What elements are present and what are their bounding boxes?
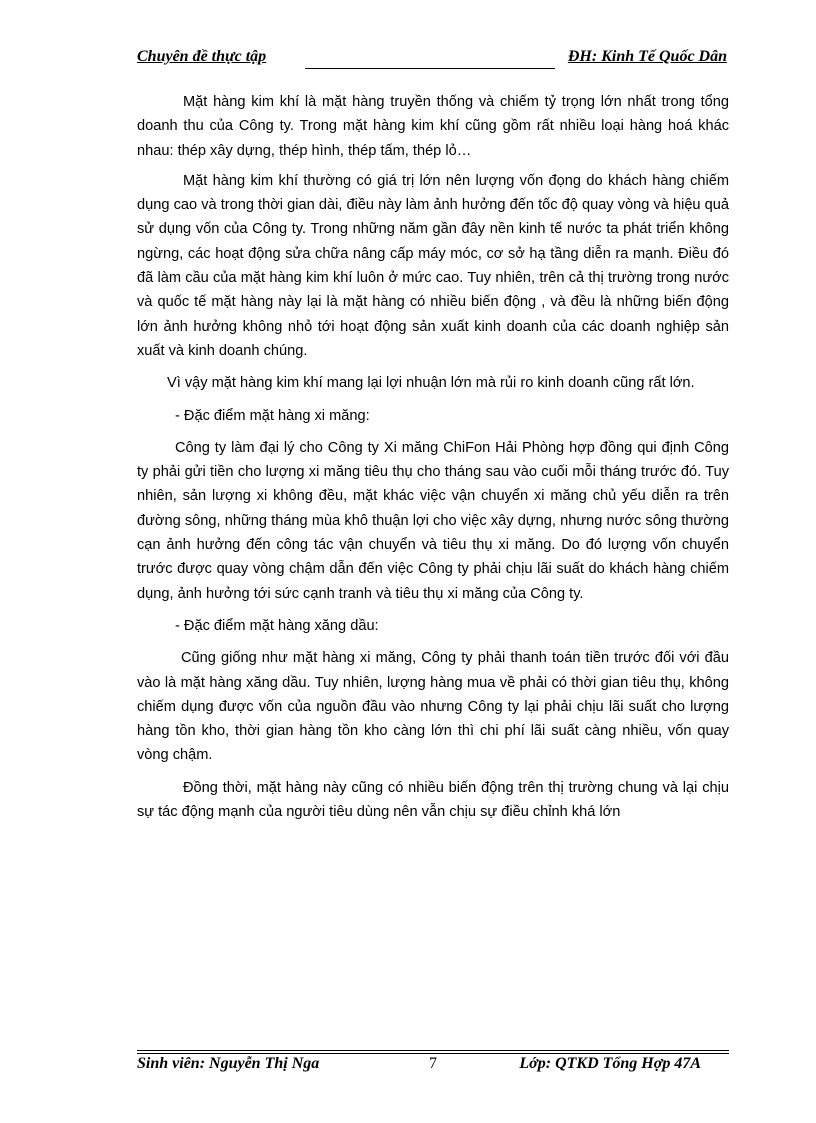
document-body [137, 90, 729, 824]
heading-xi-mang: - Đặc điểm mặt hàng xi măng: [175, 407, 370, 424]
footer-student-name: Sinh viên: Nguyễn Thị Nga [137, 1055, 320, 1072]
footer-rule-top [137, 1050, 729, 1051]
page-number: 7 [429, 1055, 437, 1072]
paragraph-xang-dau: Cũng giống như mặt hàng xi măng, Công ty phải thanh toán tiền trước đối với đầu vào là mặt hàng xăng dầu. Tuy nhiên, lượng hàng mua về phải có thời gian tiêu thụ, không chiếm dụng được vốn của nguồn đầu vào nhưng Công ty lại phải chịu lãi suất cho lượng hàng tồn kho, thời gian hàng tồn kho càng lớn thì chi phí lãi suất càng nhiều, vốn quay vòng chậm. [137, 650, 729, 764]
page-footer [137, 1055, 729, 1079]
page-header [137, 46, 727, 72]
header-left-title: Chuyên đề thực tập [137, 48, 267, 65]
footer-class-name: Lớp: QTKD Tổng Hợp 47A [519, 1055, 701, 1072]
header-rule [305, 68, 555, 69]
paragraph-kim-khi-intro: Mặt hàng kim khí là mặt hàng truyền thống và chiếm tỷ trọng lớn nhất trong tổng doanh thu của Công ty. Trong mặt hàng kim khí cũng gồm rất nhiều loại hàng hoá khác nhau: thép xây dựng, thép hình, thép tấm, thép lỏ… [137, 94, 729, 159]
heading-xang-dau: - Đặc điểm mặt hàng xăng dầu: [175, 617, 379, 634]
paragraph-xang-dau-bien-dong: Đồng thời, mặt hàng này cũng có nhiều biến động trên thị trường chung và lại chịu sự tác động mạnh của người tiêu dùng nên vẫn chịu sự điều chỉnh khá lớn [137, 779, 729, 821]
footer-rule-bottom [137, 1053, 729, 1054]
paragraph-kim-khi-conclusion: Vì vậy mặt hàng kim khí mang lại lợi nhuận lớn mà rủi ro kinh doanh cũng rất lớn. [167, 375, 695, 392]
paragraph-kim-khi-detail: Mặt hàng kim khí thường có giá trị lớn nên lượng vốn đọng do khách hàng chiếm dụng cao và trong thời gian dài, điều này làm ảnh hưởng đến tốc độ quay vòng và hiệu quả sử dụng vốn của Công ty. Trong những năm gần đây nền kinh tế nước ta phát triển không ngừng, các hoạt động sửa chữa nâng cấp máy móc, cơ sở hạ tầng diễn ra mạnh. Điều đó đã làm cầu của mặt hàng kim khí luôn ở mức cao. Tuy nhiên, trên cả thị trường trong nước và quốc tế mặt hàng này lại là mặt hàng có nhiều biến động , và đều là những biến động lớn ảnh hưởng không nhỏ tới hoạt động sản xuất kinh doanh của các doanh nghiệp sản xuất và kinh doanh chúng. [137, 172, 729, 359]
paragraph-xi-mang: Công ty làm đại lý cho Công ty Xi măng ChiFon Hải Phòng hợp đồng qui định Công ty phải gửi tiền cho lượng xi măng tiêu thụ cho tháng sau vào cuối mỗi tháng trước đó. Tuy nhiên, sản lượng xi không đều, mặt khác việc vận chuyển xi măng chủ yếu diễn ra trên đường sông, những tháng mùa khô thuận lợi cho việc xây dựng, nhưng nước sông thường cạn ảnh hưởng đến công tác vận chuyển và tiêu thụ xi măng. Do đó lượng vốn chuyển trước được quay vòng chậm dẫn đến việc Công ty phải chịu lãi suất do khách hàng chiếm dụng, ảnh hưởng tới sức cạnh tranh và tiêu thụ xi măng của Công ty. [137, 439, 729, 602]
header-right-title: ĐH: Kinh Tế Quốc Dân [567, 48, 727, 65]
